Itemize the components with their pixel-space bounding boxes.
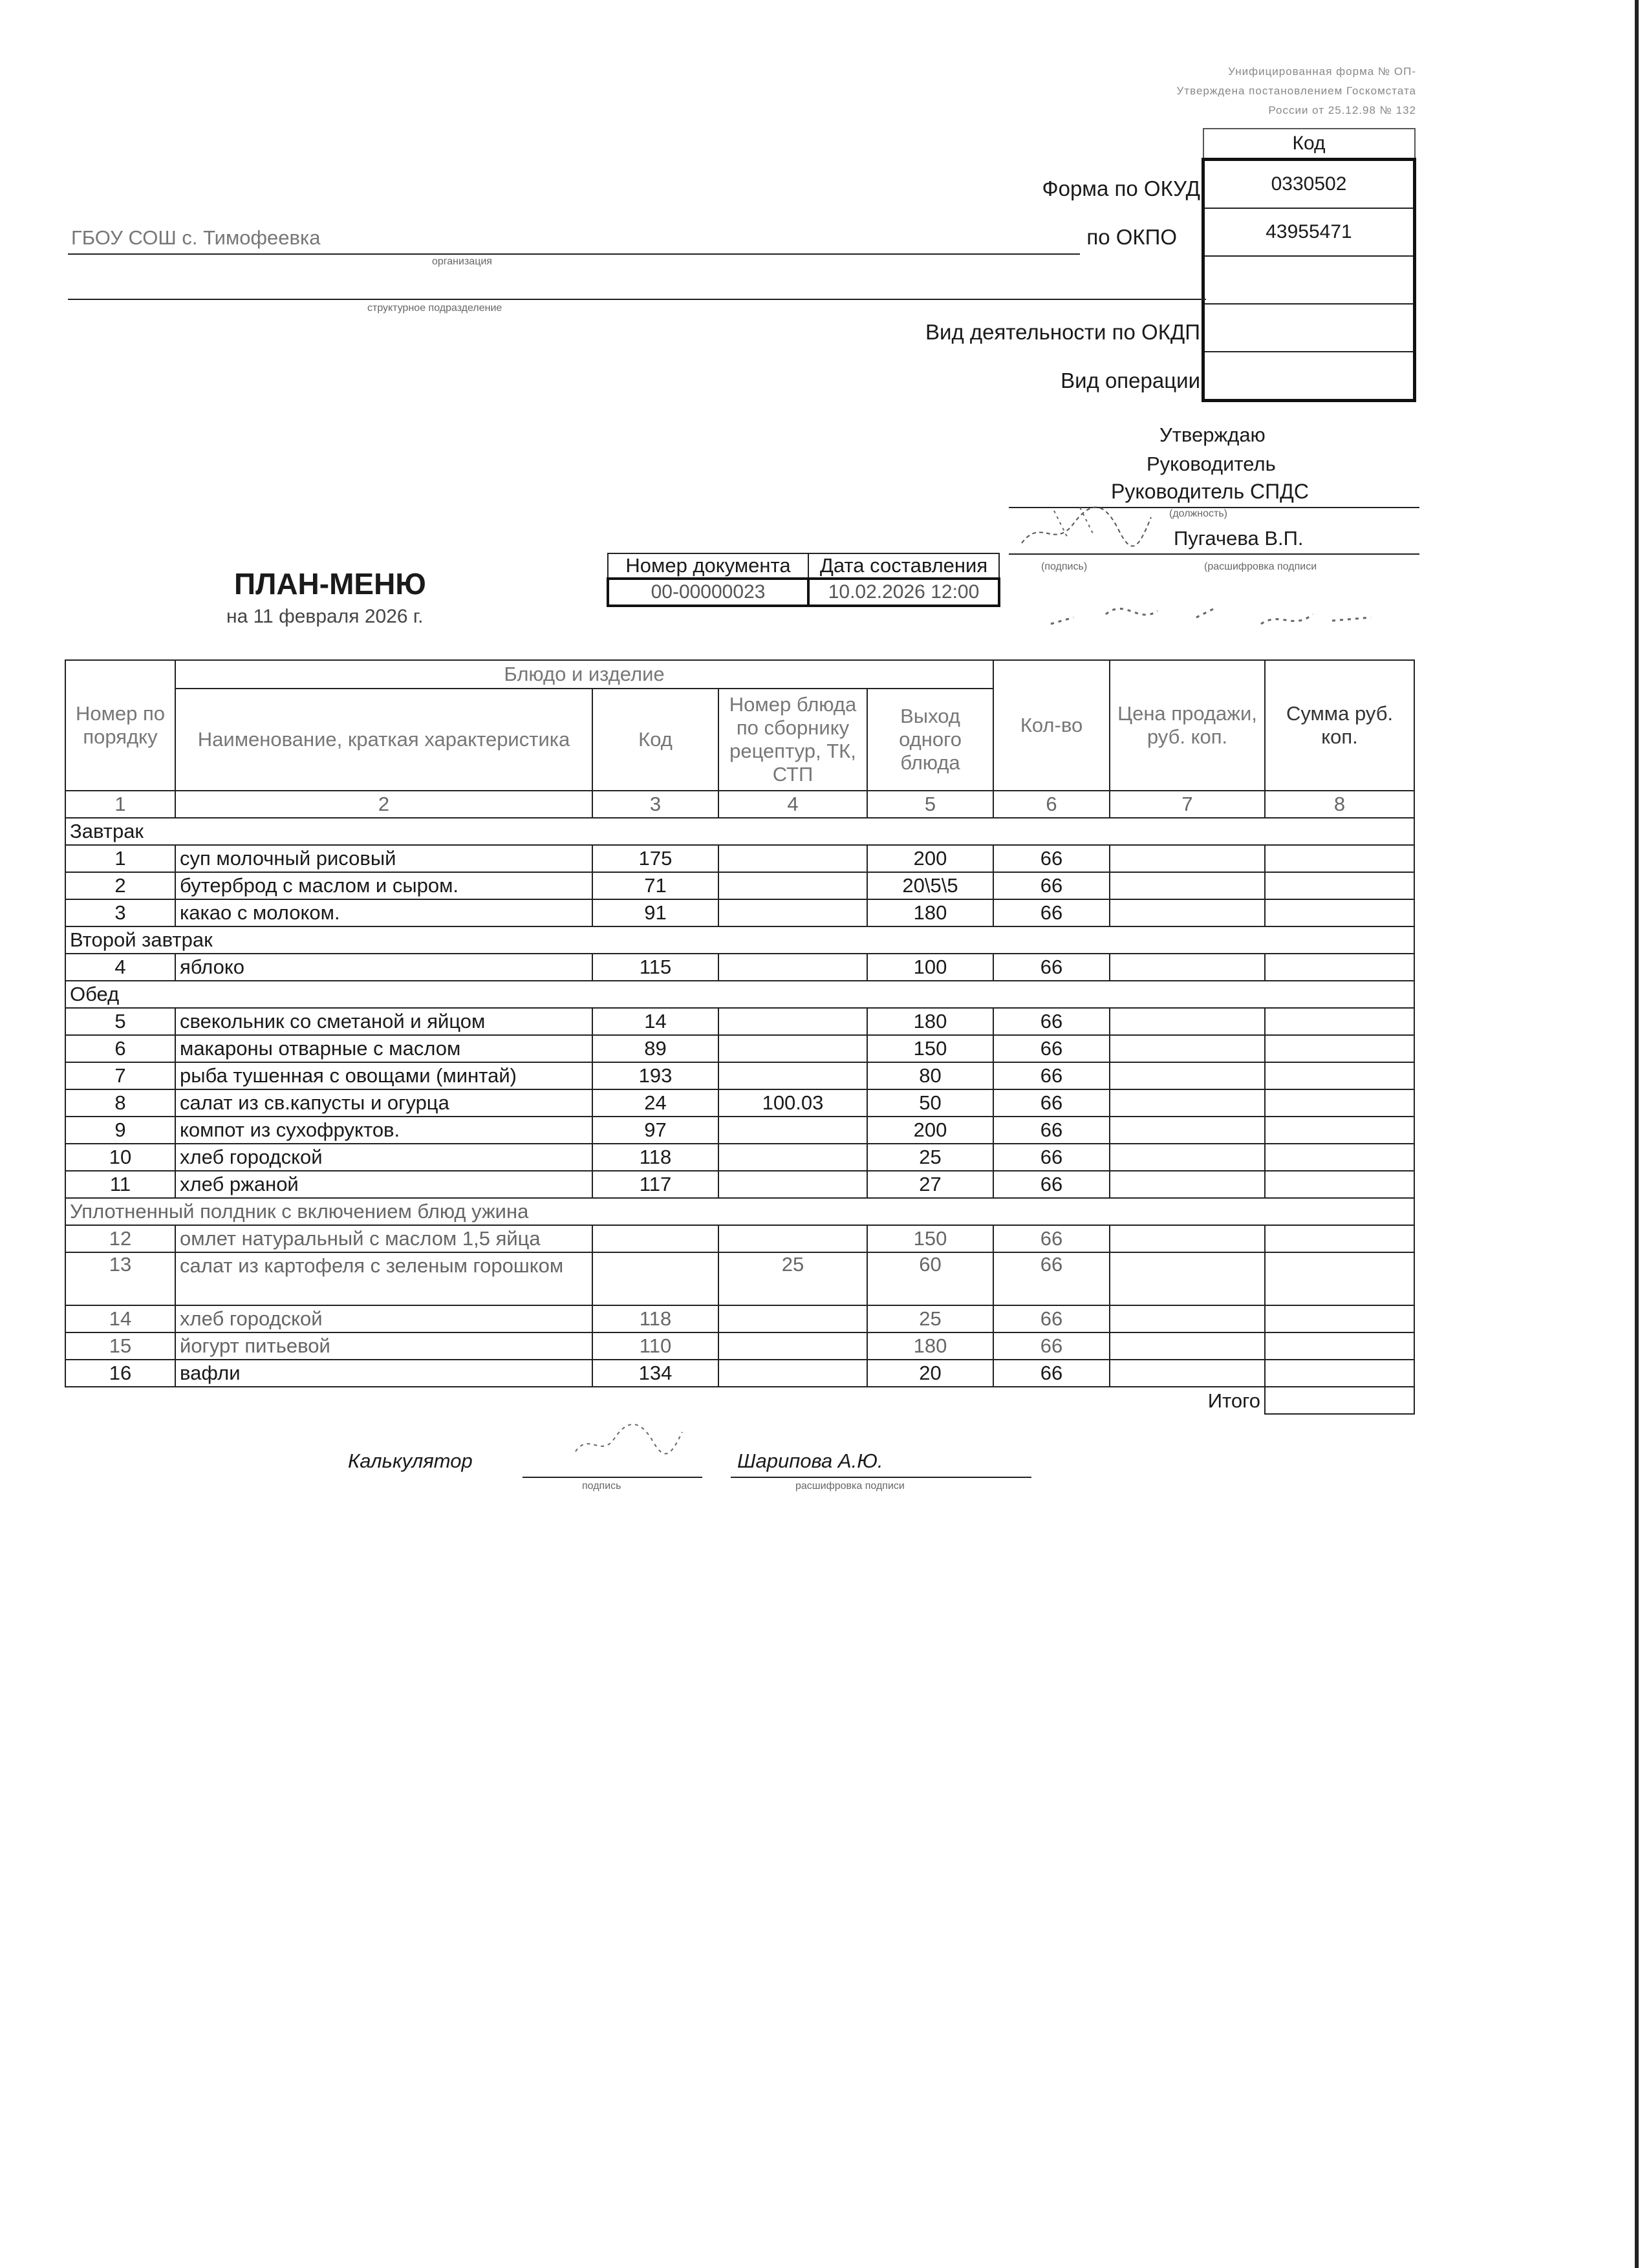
total-row [65,1387,1414,1414]
cell-price [1110,1225,1265,1252]
cell-name: хлеб городской [175,1305,592,1332]
cell-name: вафли [175,1360,592,1387]
cell-code: 91 [592,899,718,926]
cell-card [718,1360,867,1387]
cell-name: йогурт питьевой [175,1332,592,1360]
cell-code: 118 [592,1305,718,1332]
cell-card [718,1144,867,1171]
cell-name: хлеб городской [175,1144,592,1171]
form-note-line: Унифицированная форма № ОП- [1228,65,1416,78]
cell-card [718,1332,867,1360]
menu-table [65,659,1415,1415]
cell-code: 14 [592,1008,718,1035]
number-value: 00-00000023 [608,579,808,606]
approver-name: Пугачева В.П. [1174,527,1304,550]
cell-code: 71 [592,872,718,899]
cell-code: 110 [592,1332,718,1360]
table-row [65,1144,1414,1171]
cell-sum [1265,1089,1414,1117]
total-value [1265,1387,1414,1414]
cell-code: 117 [592,1171,718,1198]
cell-qty: 66 [993,845,1110,872]
signature-caption: (подпись) [1041,561,1088,572]
cell-yield: 100 [867,954,993,981]
header-code: Код [592,689,718,791]
cell-qty: 66 [993,1225,1110,1252]
cell-sum [1265,1035,1414,1062]
cell-code: 134 [592,1360,718,1387]
section-title: Обед [65,981,1414,1008]
operation-label: Вид операции [1061,369,1200,392]
cell-qty: 66 [993,1360,1110,1387]
calculator-name: Шарипова А.Ю. [737,1450,883,1472]
cell-num: 1 [65,845,175,872]
header-group: Блюдо и изделие [175,660,993,689]
calculator-name-line [731,1477,1031,1478]
cell-qty: 66 [993,954,1110,981]
cell-card [718,1062,867,1089]
header-sum: Сумма руб. коп. [1265,660,1414,791]
cell-yield: 25 [867,1305,993,1332]
head-label: Руководитель [1147,453,1276,475]
colnum: 6 [993,791,1110,818]
date-header: Дата составления [808,553,999,579]
cell-price [1110,1008,1265,1035]
section-title: Уплотненный полдник с включением блюд ужина [65,1198,1414,1225]
cell-code: 175 [592,845,718,872]
header-price: Цена продажи, руб. коп. [1110,660,1265,791]
cell-code: 24 [592,1089,718,1117]
cell-price [1110,1062,1265,1089]
cell-card [718,1305,867,1332]
cell-num: 9 [65,1117,175,1144]
table-row [65,1360,1414,1387]
cell-qty: 66 [993,1171,1110,1198]
stamp-marks [1048,592,1384,637]
cell-code: 193 [592,1062,718,1089]
cell-sum [1265,899,1414,926]
header-qty: Кол-во [993,660,1110,791]
cell-name: омлет натуральный с маслом 1,5 яйца [175,1225,592,1252]
cell-name: бутерброд с маслом и сыром. [175,872,592,899]
cell-price [1110,1117,1265,1144]
cell-card [718,1008,867,1035]
cell-qty: 66 [993,1117,1110,1144]
table-row [65,954,1414,981]
cell-yield: 60 [867,1252,993,1305]
calculator-name-caption: расшифровка подписи [795,1481,905,1492]
table-row [65,1252,1414,1305]
cell-card [718,899,867,926]
cell-card [718,1035,867,1062]
organization-caption: организация [432,256,492,267]
cell-name: салат из св.капусты и огурца [175,1089,592,1117]
cell-code: 89 [592,1035,718,1062]
cell-name: салат из картофеля с зеленым горошком [175,1252,592,1305]
cell-num: 12 [65,1225,175,1252]
cell-card [718,1225,867,1252]
cell-card: 25 [718,1252,867,1305]
position-value: Руководитель СПДС [1111,480,1309,503]
cell-yield: 27 [867,1171,993,1198]
cell-card [718,845,867,872]
cell-num: 8 [65,1089,175,1117]
scan-edge [1635,0,1639,2268]
form-note [1061,62,1416,120]
cell-yield: 180 [867,1008,993,1035]
section-title: Завтрак [65,818,1414,845]
colnum: 1 [65,791,175,818]
cell-name: свекольник со сметаной и яйцом [175,1008,592,1035]
cell-yield: 150 [867,1035,993,1062]
colnum: 3 [592,791,718,818]
cell-price [1110,1252,1265,1305]
name-caption: (расшифровка подписи [1204,561,1317,572]
organization-line [68,253,1080,255]
calculator-signature-line [523,1477,702,1478]
code-empty-1 [1203,256,1415,304]
cell-qty: 66 [993,1062,1110,1089]
header-num: Номер по порядку [65,660,175,791]
code-header: Код [1203,129,1415,160]
cell-num: 11 [65,1171,175,1198]
cell-num: 5 [65,1008,175,1035]
table-row [65,1225,1414,1252]
cell-num: 4 [65,954,175,981]
table-row [65,1089,1414,1117]
cell-sum [1265,1252,1414,1305]
cell-price [1110,1144,1265,1171]
okud-value: 0330502 [1203,160,1415,209]
cell-card [718,954,867,981]
colnum: 5 [867,791,993,818]
cell-name: яблоко [175,954,592,981]
colnum: 4 [718,791,867,818]
cell-name: макароны отварные с маслом [175,1035,592,1062]
cell-yield: 200 [867,845,993,872]
form-note-line: России от 25.12.98 № 132 [1268,104,1416,116]
cell-price [1110,954,1265,981]
cell-num: 16 [65,1360,175,1387]
cell-qty: 66 [993,1144,1110,1171]
cell-qty: 66 [993,1332,1110,1360]
document-number-table [607,553,1000,607]
cell-num: 7 [65,1062,175,1089]
header-yield: Выход одного блюда [867,689,993,791]
table-row [65,872,1414,899]
table-row [65,1062,1414,1089]
cell-code: 97 [592,1117,718,1144]
cell-card: 100.03 [718,1089,867,1117]
cell-code: 115 [592,954,718,981]
calculator-signature [563,1413,692,1464]
cell-name: суп молочный рисовый [175,845,592,872]
cell-yield: 20 [867,1360,993,1387]
cell-qty: 66 [993,1305,1110,1332]
cell-num: 2 [65,872,175,899]
number-header: Номер документа [608,553,808,579]
subdivision-line [68,299,1206,300]
cell-yield: 180 [867,899,993,926]
operation-value [1203,352,1415,401]
cell-yield: 50 [867,1089,993,1117]
document-date-line: на 11 февраля 2026 г. [226,606,424,627]
cell-sum [1265,1360,1414,1387]
cell-num: 13 [65,1252,175,1305]
cell-yield: 25 [867,1144,993,1171]
cell-sum [1265,1062,1414,1089]
code-table [1202,128,1416,402]
cell-code [592,1225,718,1252]
header-name: Наименование, краткая характеристика [175,689,592,791]
cell-qty: 66 [993,899,1110,926]
cell-sum [1265,1008,1414,1035]
form-note-line: Утверждена постановлением Госкомстата [1176,85,1416,97]
cell-yield: 80 [867,1062,993,1089]
table-row [65,845,1414,872]
table-row [65,1035,1414,1062]
cell-name: хлеб ржаной [175,1171,592,1198]
cell-price [1110,872,1265,899]
organization-name: ГБОУ СОШ с. Тимофеевка [71,226,321,249]
approver-signature [1015,491,1158,562]
cell-price [1110,1089,1265,1117]
table-row [65,1117,1414,1144]
calculator-role: Калькулятор [348,1450,473,1472]
calculator-signature-caption: подпись [582,1481,621,1492]
okud-label: Форма по ОКУД [1042,177,1200,200]
cell-num: 3 [65,899,175,926]
section-title: Второй завтрак [65,926,1414,954]
date-value: 10.02.2026 12:00 [808,579,999,606]
cell-sum [1265,1144,1414,1171]
okdp-label: Вид деятельности по ОКДП [925,320,1200,344]
subdivision-caption: структурное подразделение [367,303,502,314]
cell-sum [1265,845,1414,872]
table-row [65,1171,1414,1198]
cell-price [1110,845,1265,872]
okdp-value [1203,304,1415,352]
cell-qty: 66 [993,1252,1110,1305]
colnum: 2 [175,791,592,818]
cell-price [1110,1171,1265,1198]
approve-label: Утверждаю [1159,423,1266,446]
cell-price [1110,899,1265,926]
cell-qty: 66 [993,1035,1110,1062]
cell-qty: 66 [993,1008,1110,1035]
cell-num: 15 [65,1332,175,1360]
table-row [65,899,1414,926]
cell-name: компот из сухофруктов. [175,1117,592,1144]
cell-num: 10 [65,1144,175,1171]
table-row [65,1305,1414,1332]
cell-num: 6 [65,1035,175,1062]
cell-price [1110,1035,1265,1062]
total-label: Итого [1207,1389,1261,1412]
cell-sum [1265,954,1414,981]
cell-code: 118 [592,1144,718,1171]
cell-name: какао с молоком. [175,899,592,926]
cell-sum [1265,1332,1414,1360]
cell-yield: 20\5\5 [867,872,993,899]
cell-card [718,1171,867,1198]
cell-num: 14 [65,1305,175,1332]
colnum: 7 [1110,791,1265,818]
cell-code [592,1252,718,1305]
cell-name: рыба тушенная с овощами (минтай) [175,1062,592,1089]
okpo-value: 43955471 [1203,208,1415,256]
cell-sum [1265,1225,1414,1252]
position-caption: (должность) [1169,508,1227,519]
cell-sum [1265,872,1414,899]
cell-sum [1265,1305,1414,1332]
cell-yield: 150 [867,1225,993,1252]
cell-yield: 200 [867,1117,993,1144]
table-row [65,1332,1414,1360]
cell-price [1110,1305,1265,1332]
cell-sum [1265,1171,1414,1198]
cell-sum [1265,1117,1414,1144]
okpo-label: по ОКПО [1086,225,1177,249]
cell-qty: 66 [993,1089,1110,1117]
document-title: ПЛАН-МЕНЮ [234,567,426,601]
cell-qty: 66 [993,872,1110,899]
cell-price [1110,1360,1265,1387]
cell-card [718,872,867,899]
table-row [65,1008,1414,1035]
cell-yield: 180 [867,1332,993,1360]
cell-price [1110,1332,1265,1360]
colnum: 8 [1265,791,1414,818]
header-card: Номер блюда по сборнику рецептур, ТК, СТП [718,689,867,791]
cell-card [718,1117,867,1144]
